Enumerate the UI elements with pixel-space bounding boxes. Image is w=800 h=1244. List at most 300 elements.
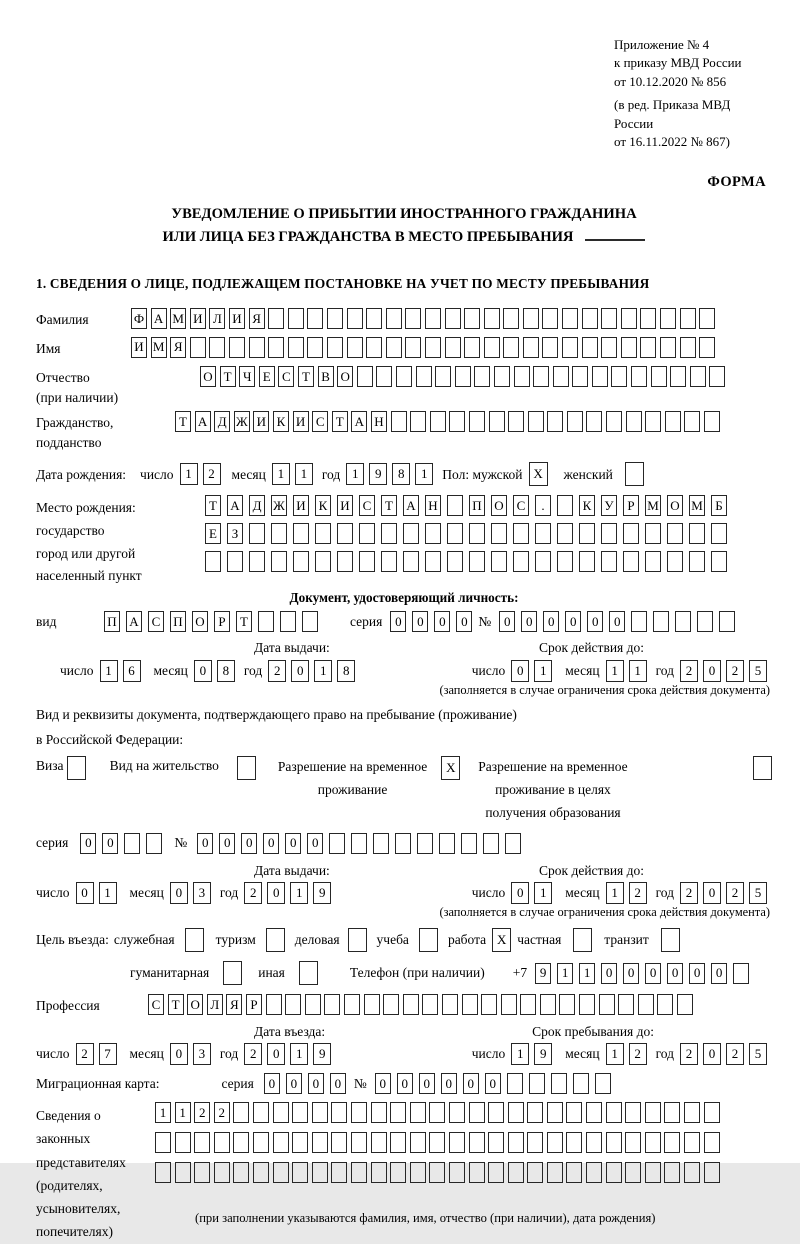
char-cell: 0 (308, 1073, 324, 1094)
char-cell: 0 (241, 833, 257, 854)
char-cell (268, 337, 284, 358)
char-cell: С (148, 994, 164, 1015)
char-cell (680, 337, 696, 358)
char-cell: 1 (629, 660, 647, 682)
char-cell (494, 366, 510, 387)
residence-issue-month: месяц 0 3 (130, 882, 216, 904)
char-cell (562, 308, 578, 329)
char-cell (719, 611, 735, 632)
char-cell (447, 551, 463, 572)
char-cell (533, 366, 549, 387)
char-cell (469, 1162, 485, 1183)
char-cell: 1 (175, 1102, 191, 1123)
char-cell (557, 551, 573, 572)
char-cell (233, 1132, 249, 1153)
char-cell: А (403, 495, 419, 516)
char-cell: О (491, 495, 507, 516)
char-cell (469, 523, 485, 544)
char-cell (307, 308, 323, 329)
char-cell (461, 833, 477, 854)
residence-number-cells (197, 833, 527, 854)
char-cell: 0 (397, 1073, 413, 1094)
char-cell (625, 1132, 641, 1153)
char-cell (657, 994, 673, 1015)
char-cell (484, 308, 500, 329)
char-cell: Н (371, 411, 387, 432)
purpose-item-checkbox (348, 928, 367, 952)
checkbox-cell (573, 928, 592, 952)
checkbox-cell (661, 928, 680, 952)
residence-series-label: серия (36, 835, 69, 851)
residence-series-cells (80, 833, 168, 854)
char-cell (233, 1162, 249, 1183)
char-cell (501, 994, 517, 1015)
edu-permit-label: Разрешение на временное проживание в целях получения образования (478, 758, 628, 820)
char-cell: 8 (337, 660, 355, 682)
char-cell (425, 523, 441, 544)
char-cell: 0 (623, 963, 639, 984)
char-cell (606, 1162, 622, 1183)
char-cell (249, 523, 265, 544)
char-cell (711, 551, 727, 572)
char-cell (638, 994, 654, 1015)
char-cell (315, 551, 331, 572)
char-cell (390, 1132, 406, 1153)
char-cell (292, 1102, 308, 1123)
char-cell (268, 308, 284, 329)
char-cell (403, 551, 419, 572)
char-cell (371, 1162, 387, 1183)
birth-place-label: Место рождения: государство город или другой населенный пункт (36, 500, 142, 584)
doc-valid-year: год 2 0 2 5 (656, 660, 772, 682)
char-cell: 0 (80, 833, 96, 854)
char-cell: 0 (434, 611, 450, 632)
char-cell: Т (236, 611, 252, 632)
birth-day-group: число 1 2 (140, 463, 226, 485)
citizenship-row (36, 411, 772, 452)
char-cell (383, 994, 399, 1015)
char-cell: Т (175, 411, 191, 432)
char-cell (491, 551, 507, 572)
char-cell: Р (623, 495, 639, 516)
char-cell: 0 (102, 833, 118, 854)
checkbox-cell: X (492, 928, 511, 952)
char-cell: 2 (680, 882, 698, 904)
char-cell: У (601, 495, 617, 516)
char-cell: Е (205, 523, 221, 544)
doc-issue-caption: Дата выдачи: (254, 640, 330, 656)
char-cell (445, 308, 461, 329)
char-cell (253, 1132, 269, 1153)
migration-series-cells (264, 1073, 352, 1094)
char-cell: Ж (271, 495, 287, 516)
char-cell (449, 1132, 465, 1153)
doc-issue-day: число 1 6 (60, 660, 146, 682)
residence-permit-label: Вид на жительство (109, 757, 219, 773)
char-cell: К (315, 495, 331, 516)
char-cell (599, 994, 615, 1015)
char-cell (449, 1162, 465, 1183)
char-cell (146, 833, 162, 854)
char-cell (337, 523, 353, 544)
char-cell: И (293, 495, 309, 516)
char-cell (547, 411, 563, 432)
char-cell: 9 (313, 882, 331, 904)
char-cell (292, 1132, 308, 1153)
char-cell (273, 1102, 289, 1123)
char-cell (331, 1132, 347, 1153)
char-cell: 0 (703, 1043, 721, 1065)
char-cell (425, 551, 441, 572)
char-cell (429, 1162, 445, 1183)
char-cell: Л (207, 994, 223, 1015)
char-cell (484, 337, 500, 358)
char-cell (572, 366, 588, 387)
char-cell (592, 366, 608, 387)
char-cell (651, 366, 667, 387)
char-cell (595, 1073, 611, 1094)
char-cell (416, 366, 432, 387)
char-cell (631, 366, 647, 387)
char-cell: 7 (99, 1043, 117, 1065)
char-cell (425, 308, 441, 329)
char-cell (689, 523, 705, 544)
char-cell: 0 (330, 1073, 346, 1094)
stay-until-caption: Срок пребывания до: (532, 1023, 654, 1039)
char-cell: 0 (263, 833, 279, 854)
char-cell (626, 411, 642, 432)
purpose-item-label: деловая (294, 932, 340, 948)
char-cell (684, 1102, 700, 1123)
residence-valid-month: месяц 1 2 (565, 882, 651, 904)
char-cell (527, 1162, 543, 1183)
char-cell (155, 1162, 171, 1183)
char-cell: К (273, 411, 289, 432)
char-cell (601, 523, 617, 544)
representatives-row-2 (155, 1132, 723, 1153)
char-cell: 0 (197, 833, 213, 854)
char-cell: 0 (521, 611, 537, 632)
char-cell (469, 551, 485, 572)
char-cell: 3 (193, 1043, 211, 1065)
char-cell (266, 994, 282, 1015)
char-cell (704, 411, 720, 432)
phone-label: Телефон (при наличии) (349, 965, 485, 981)
char-cell (582, 337, 598, 358)
char-cell (579, 994, 595, 1015)
char-cell (689, 551, 705, 572)
char-cell: И (229, 308, 245, 329)
surname-label: Фамилия (36, 312, 89, 327)
char-cell: 0 (441, 1073, 457, 1094)
identity-doc-date-captions (36, 638, 772, 658)
purpose-item-checkbox (661, 928, 680, 952)
purpose-item-label: транзит (604, 932, 649, 948)
char-cell (253, 1102, 269, 1123)
char-cell (469, 411, 485, 432)
char-cell (327, 337, 343, 358)
char-cell (645, 411, 661, 432)
profession-cells (148, 994, 697, 1015)
gender-female-label: женский (563, 466, 613, 482)
checkbox-cell (266, 928, 285, 952)
residence-permit-checkbox (237, 756, 256, 780)
char-cell (305, 994, 321, 1015)
char-cell (381, 523, 397, 544)
char-cell: 2 (76, 1043, 94, 1065)
representatives-row-3 (155, 1162, 723, 1183)
birth-year-group: год 1 9 8 1 (322, 463, 438, 485)
doc-issue-month: месяц 0 8 (154, 660, 240, 682)
purpose-item-checkbox (299, 961, 318, 985)
char-cell (481, 994, 497, 1015)
gender-male-label: Пол: мужской (442, 466, 523, 482)
char-cell (376, 366, 392, 387)
checkbox-cell: X (441, 756, 460, 780)
char-cell: 0 (511, 660, 529, 682)
char-cell: А (227, 495, 243, 516)
checkbox-cell (185, 928, 204, 952)
residence-dates-row (36, 882, 772, 904)
char-cell (667, 523, 683, 544)
char-cell: 1 (606, 882, 624, 904)
header-line: Приложение № 4 (614, 37, 710, 52)
char-cell (690, 366, 706, 387)
char-cell: И (293, 411, 309, 432)
name-label: Имя (36, 340, 61, 356)
char-cell (528, 411, 544, 432)
char-cell (124, 833, 140, 854)
char-cell: 5 (749, 660, 767, 682)
char-cell (540, 994, 556, 1015)
char-cell (273, 1162, 289, 1183)
char-cell (645, 1102, 661, 1123)
char-cell (711, 523, 727, 544)
char-cell: С (312, 411, 328, 432)
char-cell (337, 551, 353, 572)
char-cell (523, 308, 539, 329)
char-cell (645, 523, 661, 544)
birth-date-label: Дата рождения: (36, 466, 127, 482)
char-cell: 0 (390, 611, 406, 632)
birth-month-cells (272, 463, 318, 485)
char-cell: Т (220, 366, 236, 387)
residence-issue-day: число 0 1 (36, 882, 122, 904)
char-cell (586, 1132, 602, 1153)
char-cell (447, 495, 463, 516)
char-cell (371, 1102, 387, 1123)
char-cell (508, 411, 524, 432)
purpose-item-label: учеба (376, 932, 409, 948)
doc-validity-note: (заполняется в случае ограничения срока действия документа) (439, 682, 770, 697)
char-cell: 2 (203, 463, 221, 485)
doc-valid-month: месяц 1 1 (565, 660, 651, 682)
birth-place-cells (205, 495, 733, 572)
char-cell (435, 366, 451, 387)
char-cell (344, 994, 360, 1015)
char-cell (601, 551, 617, 572)
char-cell: Я (249, 308, 265, 329)
char-cell: О (192, 611, 208, 632)
char-cell: 2 (629, 1043, 647, 1065)
char-cell (324, 994, 340, 1015)
char-cell (601, 337, 617, 358)
char-cell: Р (214, 611, 230, 632)
char-cell (508, 1102, 524, 1123)
char-cell (586, 1102, 602, 1123)
char-cell (667, 551, 683, 572)
char-cell: 1 (180, 463, 198, 485)
char-cell (386, 308, 402, 329)
char-cell: Я (226, 994, 242, 1015)
char-cell (293, 551, 309, 572)
doc-series-label: серия (350, 613, 383, 629)
char-cell (653, 611, 669, 632)
char-cell: 1 (346, 463, 364, 485)
char-cell: Т (205, 495, 221, 516)
doc-kind-cells (104, 611, 324, 632)
char-cell: Л (209, 308, 225, 329)
char-cell (391, 411, 407, 432)
char-cell (508, 1132, 524, 1153)
patronymic-row (36, 366, 772, 407)
residence-valid-year: год 2 0 2 5 (656, 882, 772, 904)
birth-day-cells (180, 463, 226, 485)
char-cell (449, 411, 465, 432)
birth-place-row-2 (205, 523, 733, 544)
char-cell: 0 (170, 1043, 188, 1065)
char-cell (704, 1132, 720, 1153)
header-line: (в ред. Приказа МВД России (614, 97, 731, 131)
char-cell (547, 1102, 563, 1123)
migration-series-label: серия (221, 1075, 254, 1091)
char-cell: 1 (155, 1102, 171, 1123)
char-cell (331, 1162, 347, 1183)
char-cell: С (359, 495, 375, 516)
representatives-label: Сведения о законных представителях (родителях, усыновителях, попечителях) (36, 1108, 126, 1240)
char-cell (547, 1132, 563, 1153)
char-cell: 0 (267, 882, 285, 904)
char-cell (684, 411, 700, 432)
char-cell (503, 308, 519, 329)
char-cell (175, 1162, 191, 1183)
char-cell (527, 1132, 543, 1153)
char-cell (327, 308, 343, 329)
char-cell: И (337, 495, 353, 516)
doc-series-cells (390, 611, 478, 632)
migration-number-label: № (353, 1075, 367, 1091)
char-cell (704, 1102, 720, 1123)
char-cell (430, 411, 446, 432)
representatives-row-1 (155, 1102, 723, 1123)
char-cell: З (227, 523, 243, 544)
char-cell (675, 611, 691, 632)
char-cell (491, 523, 507, 544)
char-cell (347, 308, 363, 329)
char-cell (464, 337, 480, 358)
char-cell: 0 (412, 611, 428, 632)
doc-valid-day: число 0 1 (472, 660, 558, 682)
char-cell: 2 (726, 1043, 744, 1065)
char-cell: 9 (534, 1043, 552, 1065)
char-cell (429, 1102, 445, 1123)
char-cell (351, 1162, 367, 1183)
char-cell: 9 (535, 963, 551, 984)
char-cell (425, 337, 441, 358)
char-cell: 1 (534, 660, 552, 682)
doc-kind-label: вид (36, 613, 57, 629)
char-cell (699, 337, 715, 358)
char-cell (645, 1132, 661, 1153)
char-cell (405, 308, 421, 329)
char-cell: И (131, 337, 147, 358)
char-cell (312, 1132, 328, 1153)
char-cell (697, 611, 713, 632)
char-cell (351, 1102, 367, 1123)
char-cell: Ж (234, 411, 250, 432)
char-cell (488, 1162, 504, 1183)
header-line: к приказу МВД России (614, 55, 742, 71)
char-cell (664, 1162, 680, 1183)
char-cell: 0 (645, 963, 661, 984)
representatives-block (36, 1102, 772, 1243)
char-cell (351, 1132, 367, 1153)
char-cell (488, 1102, 504, 1123)
char-cell: 1 (534, 882, 552, 904)
char-cell (527, 1102, 543, 1123)
header-line: от 16.11.2022 № 867) (614, 134, 731, 150)
char-cell: Т (381, 495, 397, 516)
char-cell (331, 1102, 347, 1123)
char-cell: 1 (511, 1043, 529, 1065)
title-line-1: УВЕДОМЛЕНИЕ О ПРИБЫТИИ ИНОСТРАННОГО ГРАЖДАНИНА (171, 205, 637, 222)
purpose-item-checkbox (419, 928, 438, 952)
char-cell (507, 1073, 523, 1094)
char-cell (280, 611, 296, 632)
purpose-item-checkbox (185, 928, 204, 952)
birth-place-block (36, 495, 772, 588)
char-cell: 1 (290, 1043, 308, 1065)
char-cell: 0 (267, 1043, 285, 1065)
char-cell (312, 1102, 328, 1123)
char-cell (447, 523, 463, 544)
char-cell (553, 366, 569, 387)
char-cell: 6 (123, 660, 141, 682)
char-cell (405, 337, 421, 358)
purpose-item-checkbox (223, 961, 242, 985)
char-cell (579, 551, 595, 572)
char-cell: 0 (170, 882, 188, 904)
char-cell (621, 308, 637, 329)
char-cell (285, 994, 301, 1015)
char-cell: 3 (193, 882, 211, 904)
char-cell: 1 (606, 660, 624, 682)
char-cell: 0 (703, 882, 721, 904)
char-cell (439, 833, 455, 854)
char-cell (462, 994, 478, 1015)
entry-day: число 2 7 (36, 1043, 122, 1065)
char-cell: 0 (609, 611, 625, 632)
char-cell (684, 1162, 700, 1183)
char-cell: 0 (543, 611, 559, 632)
char-cell: 1 (314, 660, 332, 682)
char-cell: П (170, 611, 186, 632)
char-cell: К (579, 495, 595, 516)
char-cell (410, 1132, 426, 1153)
char-cell (445, 337, 461, 358)
char-cell: В (318, 366, 334, 387)
char-cell (513, 523, 529, 544)
